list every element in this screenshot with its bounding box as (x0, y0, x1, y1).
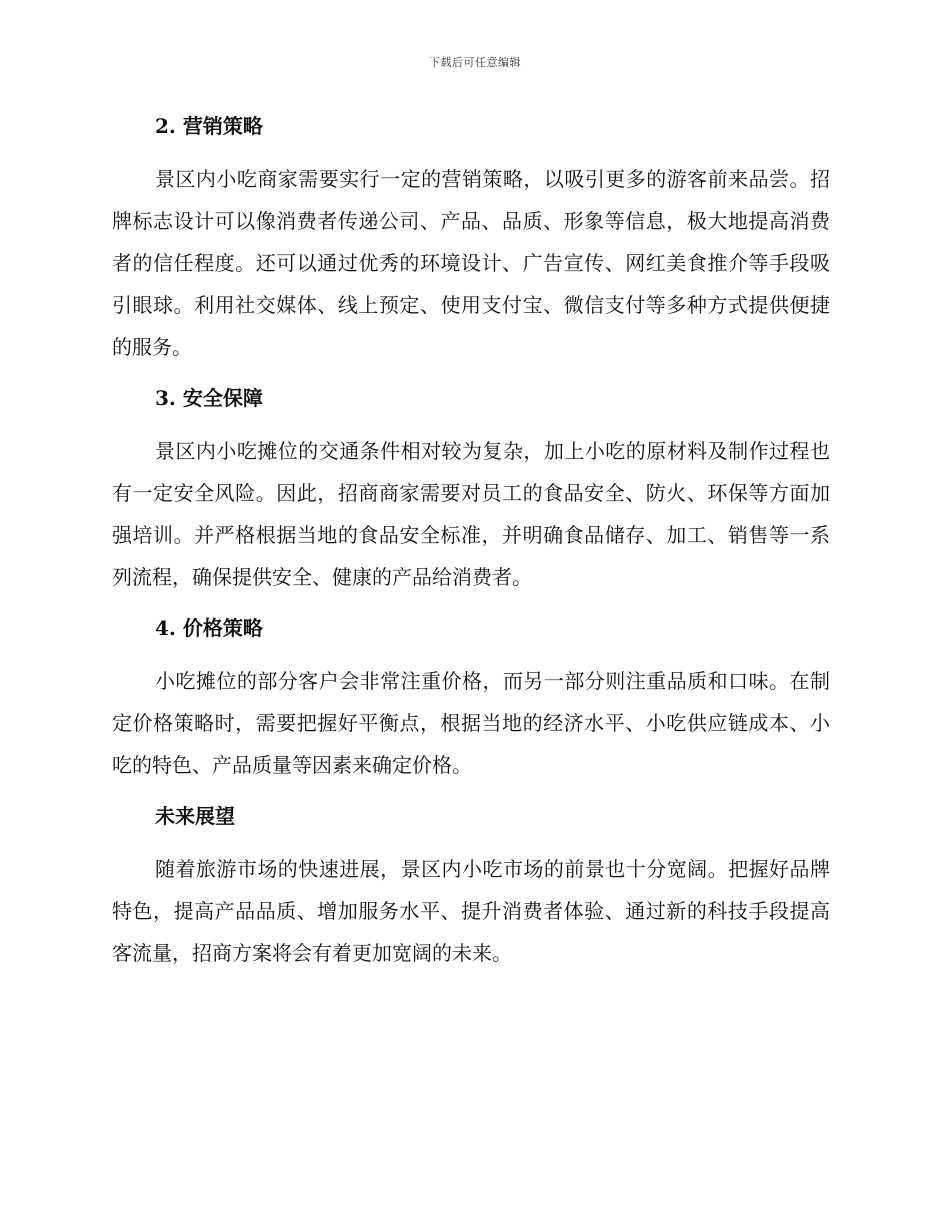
document-body (112, 108, 830, 974)
section-heading-pricing: 4. 价格策略 (155, 616, 263, 640)
section-paragraph-pricing: 小吃摊位的部分客户会非常注重价格，而另一部分则注重品质和口味。在制定价格策略时，需要把握好平衡点，根据当地的经济水平、小吃供应链成本、小吃的特色、产品质量等因素来确定价格。 (112, 669, 830, 777)
page-header: 下载后可任意编辑 (429, 56, 521, 69)
section-heading-safety: 3. 安全保障 (155, 386, 263, 410)
section-heading-marketing: 2. 营销策略 (155, 114, 263, 138)
section-heading-outlook: 未来展望 (155, 804, 235, 828)
section-paragraph-safety: 景区内小吃摊位的交通条件相对较为复杂，加上小吃的原材料及制作过程也有一定安全风险。因此，招商商家需要对员工的食品安全、防火、环保等方面加强培训。并严格根据当地的食品安全标准，并明确食品储存、加工、销售等一系列流程，确保提供安全、健康的产品给消费者。 (112, 439, 830, 589)
section-paragraph-outlook: 随着旅游市场的快速进展，景区内小吃市场的前景也十分宽阔。把握好品牌特色，提高产品品质、增加服务水平、提升消费者体验、通过新的科技手段提高客流量，招商方案将会有着更加宽阔的未来。 (112, 857, 830, 965)
section-paragraph-marketing: 景区内小吃商家需要实行一定的营销策略，以吸引更多的游客前来品尝。招牌标志设计可以像消费者传递公司、产品、品质、形象等信息，极大地提高消费者的信任程度。还可以通过优秀的环境设计、广告宣传、网红美食推介等手段吸引眼球。利用社交媒体、线上预定、使用支付宝、微信支付等多种方式提供便捷的服务。 (112, 167, 830, 359)
